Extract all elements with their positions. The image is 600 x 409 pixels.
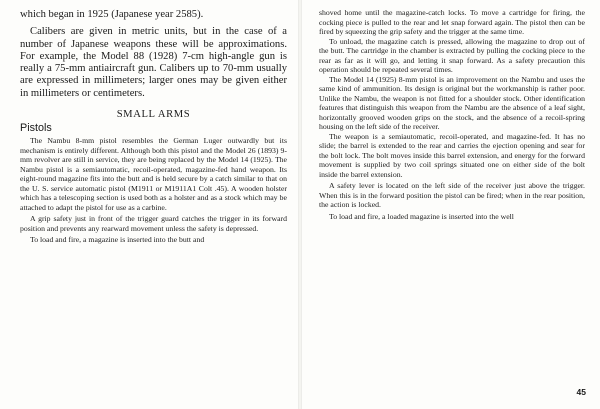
opening-fragment: which began in 1925 (Japanese year 2585).: [20, 9, 204, 20]
page-number: 45: [576, 387, 586, 397]
right-page-text: [319, 8, 585, 221]
right-page: [302, 0, 600, 409]
paragraph: A grip safety just in front of the trigger guard catches the trigger in its forward position and prevents any rearward movement unless the safety is depressed.: [20, 214, 287, 233]
paragraph: The Nambu 8-mm pistol resembles the German Luger outwardly but its mechanism is entirely different. Although both this pistol and the Model 26 (1893) 9-mm revolver are still in service, they are being replaced by the Model 14 (1925). The Nambu pistol is a semiautomatic, recoil-operated, magazine-fed hand weapon. Its eight-round magazine fits into the butt and is held secure by a catch similar to that on the U. S. service automatic pistol (M1911 or M1911A1 Colt .45). A wooden holster which has a telescoping section is used both as a holster and as a stock which may be attached to adapt the pistol for use as a carbine.: [20, 136, 287, 212]
paragraph: The Model 14 (1925) 8-mm pistol is an improvement on the Nambu and uses the same kind of ammunition. Its design is original but the workmanship is rather poor. Unlike the Nambu, the weapon is not fitted for a shoulder stock. Other identification features that distinguish this weapon from the Nambu are the absence of a leaf sight, horizontally grooved wooden grips on the stock, and the absence of a recoil-spring housing on the left side of the receiver.: [319, 74, 585, 131]
section-title: SMALL ARMS: [116, 109, 191, 121]
pistols-text: [20, 136, 287, 245]
paragraph: The weapon is a semiautomatic, recoil-operated, and magazine-fed. It has no slide; the barrel is extended to the rear and carries the ejection opening and sear for the bolt lock. The bolt moves inside this barrel extension, and energy for the forward movement is supplied by two coil springs situated one on either side of the bolt inside the barrel extension.: [319, 131, 585, 179]
paragraph: To load and fire, a magazine is inserted into the butt and: [30, 235, 205, 245]
paragraph: shoved home until the magazine-catch locks. To move a cartridge for firing, the cocking piece is pulled to the rear and let snap forward again. The pistol then can be fired by squeezing the grip safety and the trigger at the same time.: [319, 8, 585, 36]
intro-block: [20, 9, 287, 100]
left-page-text: [20, 9, 287, 245]
paragraph: A safety lever is located on the left side of the receiver just above the trigger. When this is in the forward position the pistol can be fired; when in the rear position, the action is locked.: [319, 181, 585, 209]
left-page: [0, 0, 298, 409]
subsection-title: Pistols: [20, 122, 52, 135]
calibers-paragraph: Calibers are given in metric units, but in the case of a number of Japanese weapons these will be approximations. For example, the Model 88 (1928) 7-cm high-angle gun is really a 75-mm antiaircraft gun. Calibers up to 70-mm usually are expressed in millimeters; larger ones may be given either in millimeters or centimeters.: [20, 26, 287, 99]
paragraph: To load and fire, a loaded magazine is inserted into the well: [329, 211, 514, 221]
paragraph: To unload, the magazine catch is pressed, allowing the magazine to drop out of the butt. The cartridge in the chamber is extracted by pulling the cocking piece to the rear as far as it will go, and letting it snap forward. As a safety precaution this operation should be repeated several times.: [319, 36, 585, 74]
